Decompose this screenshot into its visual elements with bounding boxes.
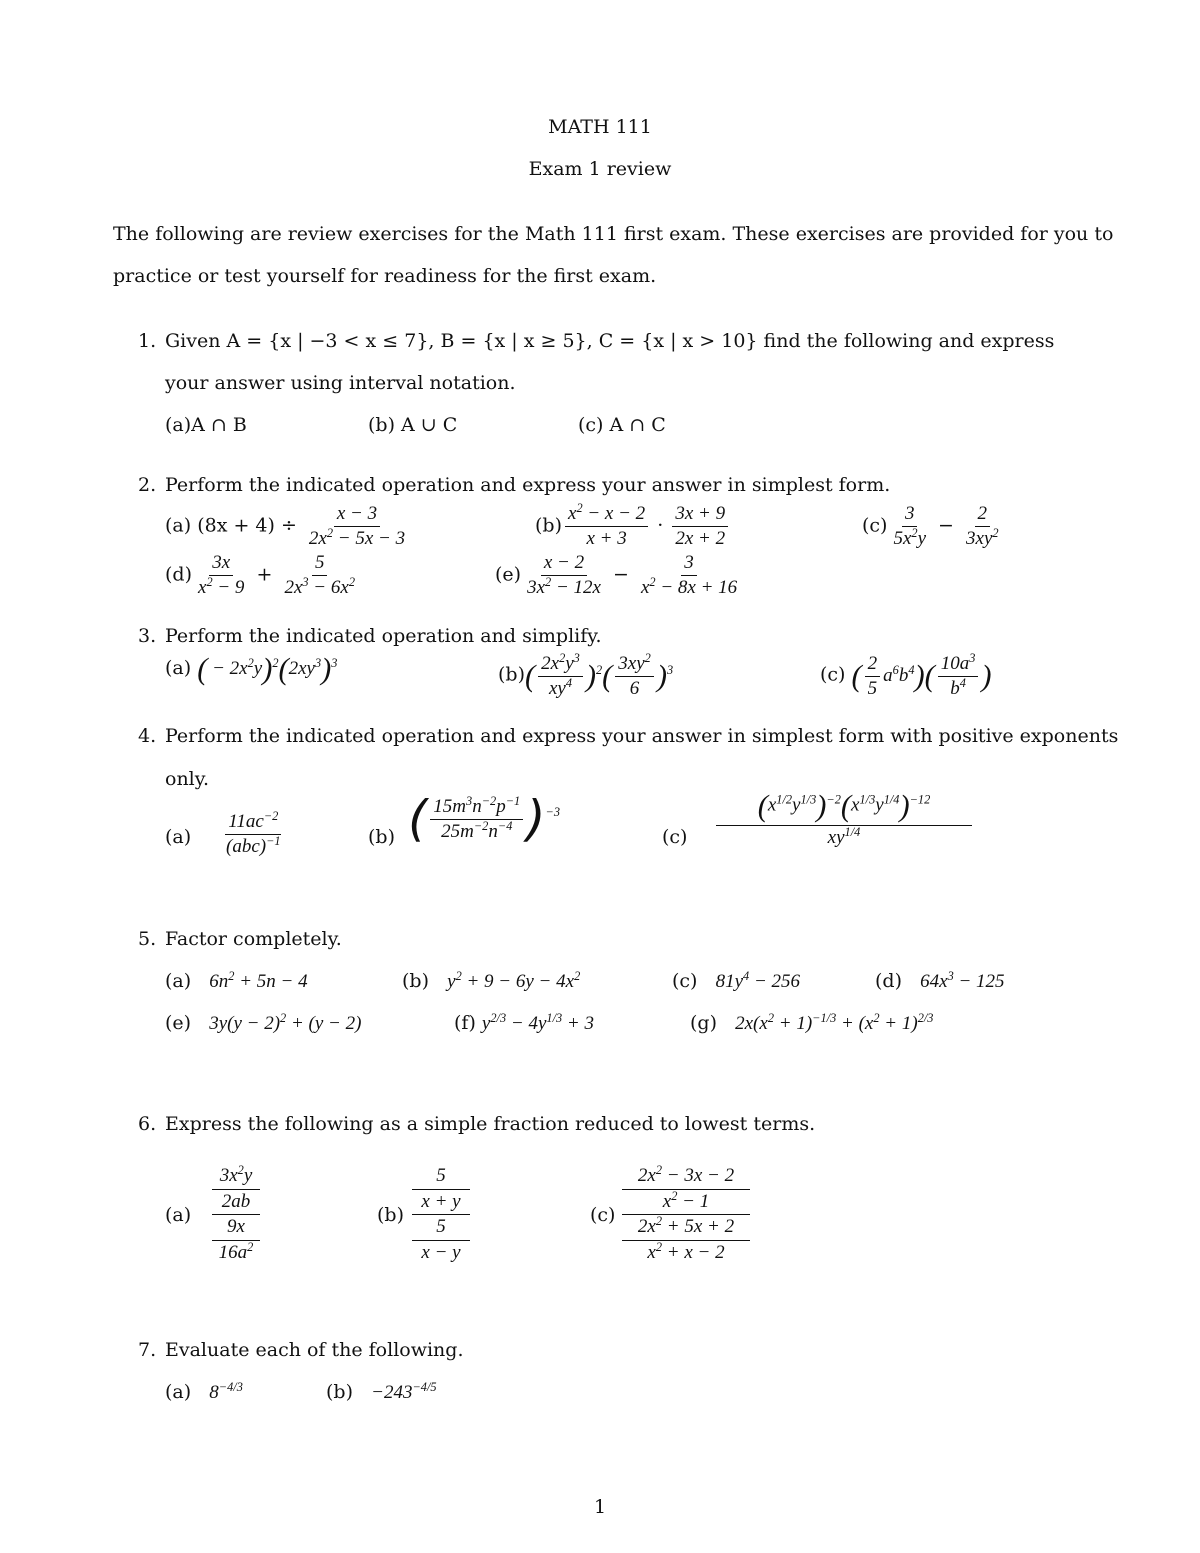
problem-3c: (c) ( $\frac{2}{5}$ $a^6b^4$)( $\frac{10a^3}{b^4}$ ) — [820, 651, 992, 699]
problem-5f: (f) $y^{2/3} - 4y^{1/3} + 3$ — [454, 1011, 594, 1034]
problem-4a — [220, 810, 287, 859]
compound-fraction: 5 x + y 5 x − y — [412, 1164, 470, 1266]
fraction: $\frac{3xy^2}{6}$ — [615, 652, 654, 701]
fraction: $\frac{2}{5}$ — [865, 652, 881, 701]
problem-2-number: 2. — [138, 474, 157, 496]
problem-5a: (a) $6n^2 + 5n - 4$ — [165, 969, 308, 992]
problem-5-text: Factor completely. — [165, 928, 342, 950]
fraction: $\frac{10a^3}{b^4}$ — [938, 652, 979, 701]
problem-3a: (a) ( − $2x^2y)^2(2xy^3)^3$ — [165, 652, 338, 686]
page-number: 1 — [593, 1496, 607, 1518]
page-subtitle: Exam 1 review — [528, 158, 672, 180]
fraction: $\frac{x - 3}{2x^2 - 5x - 3}$ — [308, 503, 406, 549]
label: (b) — [402, 970, 429, 992]
problem-2a — [165, 502, 411, 551]
problem-7-number: 7. — [138, 1339, 157, 1361]
problem-4c — [716, 787, 972, 850]
problem-4b-label: (b) — [368, 826, 395, 848]
problem-5g: (g) $2x(x^2 + 1)^{-1/3} + (x^2 + 1)^{2/3}$ — [690, 1011, 934, 1034]
problem-1-text-2: your answer using interval notation. — [165, 372, 516, 394]
problem-2-text: Perform the indicated operation and express your answer in simplest form. — [165, 474, 891, 496]
problem-4c-label: (c) — [662, 826, 688, 848]
problem-2d: (d) $\frac{3x}{x^2 - 9}$ + $\frac{5}{2x^3 - 6x^2}$ — [165, 551, 361, 600]
problem-5b: (b) $y^2 + 9 - 6y - 4x^2$ — [402, 969, 581, 992]
problem-6a — [212, 1164, 260, 1266]
problem-1-text: Given A = {x | −3 < x ≤ 7}, B = {x | x ≥ 5}, C = {x | x > 10} find the following and express — [165, 330, 1055, 352]
label: (c) — [820, 663, 846, 686]
label: (c) — [862, 514, 888, 537]
problem-4-number: 4. — [138, 725, 157, 747]
problem-3b: (b)( $\frac{2x^2y^3}{xy^4}$ )$^2$( $\frac{3xy^2}{6}$ )$^3$ — [498, 651, 674, 699]
label: (a) (8x + 4) ÷ — [165, 514, 297, 537]
problem-7a: (a) $8^{-4/3}$ — [165, 1380, 243, 1403]
fraction: $\frac{11ac^{-2}}{(abc)^{-1}}$ — [226, 809, 281, 857]
problem-3-text: Perform the indicated operation and simplify. — [165, 625, 602, 647]
problem-7-text: Evaluate each of the following. — [165, 1339, 464, 1361]
problem-4-text: Perform the indicated operation and express your answer in simplest form with positive exponents — [165, 725, 1119, 747]
label: (b) — [498, 663, 525, 686]
compound-fraction: $3x^2y$ 2ab 9x $16a^2$ — [212, 1164, 260, 1266]
label: (f) — [454, 1012, 476, 1034]
problem-1-number: 1. — [138, 330, 157, 352]
fraction: $\frac{(x^{1/2}y^{1/3})^{-2}(x^{1/3}y^{1/4})^{-12}}{xy^{1/4}}$ — [716, 787, 972, 850]
problem-6b — [412, 1164, 470, 1266]
problem-6b-label: (b) — [377, 1204, 404, 1226]
label: (e) — [165, 1012, 192, 1034]
label: (d) — [165, 563, 192, 586]
problem-6-number: 6. — [138, 1113, 157, 1135]
course-title: MATH 111 — [548, 116, 652, 138]
label: (a) — [165, 656, 192, 679]
label: (a) — [165, 970, 192, 992]
problem-1-part-a: (a)A ∩ B — [165, 414, 247, 436]
fraction: $\frac{x - 2}{3x^2 - 12x}$ — [527, 552, 601, 598]
fraction: $\frac{x^2 - x - 2}{x + 3}$ — [565, 502, 648, 551]
fraction: $\frac{15m^3n^{-2}p^{-1}}{25m^{-2}n^{-4}}$ — [430, 795, 523, 844]
fraction: $\frac{3}{5x^2y}$ — [893, 503, 927, 549]
compound-fraction: $2x^2 - 3x - 2$ $x^2 - 1$ $2x^2 + 5x + 2$ $x^2 + x - 2$ — [622, 1164, 750, 1266]
problem-6a-label: (a) — [165, 1204, 192, 1226]
label: (b) — [535, 514, 562, 537]
label: (e) — [495, 563, 522, 586]
label: (c) — [672, 970, 698, 992]
problem-6c-label: (c) — [590, 1204, 616, 1226]
problem-4-text-2: only. — [165, 768, 210, 790]
intro-line-2: practice or test yourself for readiness for the first exam. — [113, 265, 657, 287]
fraction: $\frac{3}{x^2 - 8x + 16}$ — [640, 552, 738, 598]
problem-4a-label: (a) — [165, 826, 192, 848]
intro-line-1: The following are review exercises for the Math 111 first exam. These exercises are provided for you to — [113, 223, 1114, 245]
fraction: $\frac{3x + 9}{2x + 2}$ — [672, 502, 728, 551]
problem-5c: (c) $81y^4 - 256$ — [672, 969, 801, 992]
label: (d) — [875, 970, 902, 992]
fraction: $\frac{2x^2y^3}{xy^4}$ — [538, 652, 583, 701]
problem-6c — [622, 1164, 750, 1266]
problem-3-number: 3. — [138, 625, 157, 647]
problem-1-part-b: (b) A ∪ C — [368, 414, 458, 436]
label: (a) — [165, 1381, 192, 1403]
problem-7b: (b) $-243^{-4/5}$ — [326, 1380, 437, 1403]
problem-2b: (b) $\frac{x^2 - x - 2}{x + 3}$ · $\frac{3x + 9}{2x + 2}$ — [535, 502, 731, 551]
problem-1-part-c: (c) A ∩ C — [578, 414, 666, 436]
label: (b) — [326, 1381, 353, 1403]
fraction: $\frac{3x}{x^2 - 9}$ — [198, 552, 245, 598]
fraction: $\frac{2}{3xy^2}$ — [966, 503, 999, 549]
problem-2e: (e) $\frac{x - 2}{3x^2 - 12x}$ − $\frac{3}{x^2 - 8x + 16}$ — [495, 551, 743, 600]
problem-5d: (d) $64x^3 - 125$ — [875, 969, 1005, 992]
fraction: $\frac{5}{2x^3 - 6x^2}$ — [284, 552, 355, 598]
problem-6-text: Express the following as a simple fraction reduced to lowest terms. — [165, 1113, 816, 1135]
problem-5-number: 5. — [138, 928, 157, 950]
problem-5e: (e) $3y(y - 2)^2 + (y - 2)$ — [165, 1011, 362, 1034]
problem-4b: ( $\frac{15m^3n^{-2}p^{-1}}{25m^{-2}n^{-4}}$ )$^{-3}$ — [408, 790, 561, 848]
label: (g) — [690, 1012, 717, 1034]
problem-2c: (c) $\frac{3}{5x^2y}$ − $\frac{2}{3xy^2}$ — [862, 502, 1005, 551]
